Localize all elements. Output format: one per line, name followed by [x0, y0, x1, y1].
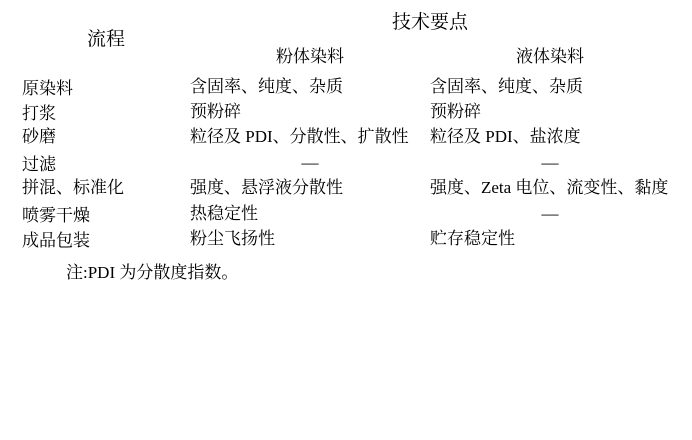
row-powder-value: — — [301, 153, 319, 172]
table-row — [22, 150, 670, 175]
table-header-row-main — [22, 6, 670, 40]
table-row — [22, 201, 670, 226]
table-row — [22, 124, 670, 150]
technical-points-table — [22, 6, 670, 251]
row-flow-label: 原染料 — [21, 79, 73, 98]
table-figure — [0, 6, 692, 440]
row-flow-label: 成品包装 — [21, 231, 90, 250]
header-powder-dye: 粉体染料 — [275, 47, 344, 66]
row-liquid-value: — — [541, 204, 559, 223]
row-powder-value: 粉尘飞扬性 — [189, 229, 275, 248]
header-flow: 流程 — [86, 29, 125, 50]
row-flow-label: 拼混、标准化 — [21, 178, 124, 197]
row-powder-value: 预粉碎 — [189, 102, 241, 121]
row-liquid-value: — — [541, 153, 559, 172]
table-note: 注:PDI 为分散度指数。 — [66, 263, 239, 282]
table-row — [22, 99, 670, 124]
table-row — [22, 226, 670, 251]
row-flow-label: 打浆 — [21, 104, 56, 123]
row-liquid-value: 贮存稳定性 — [429, 229, 515, 248]
header-technical-points: 技术要点 — [391, 12, 468, 33]
row-powder-value: 强度、悬浮液分散性 — [189, 178, 343, 197]
row-powder-value: 含固率、纯度、杂质 — [189, 77, 343, 96]
header-liquid-dye: 液体染料 — [515, 47, 584, 66]
table-row — [22, 74, 670, 99]
table-row — [22, 175, 670, 201]
row-liquid-value: 含固率、纯度、杂质 — [429, 77, 583, 96]
row-liquid-value: 粒径及 PDI、盐浓度 — [429, 127, 581, 146]
row-flow-label: 砂磨 — [21, 127, 56, 146]
row-powder-value: 粒径及 PDI、分散性、扩散性 — [189, 127, 409, 146]
row-liquid-value: 预粉碎 — [429, 102, 481, 121]
row-liquid-value: 强度、Zeta 电位、流变性、黏度 — [429, 178, 669, 197]
row-powder-value: 热稳定性 — [189, 204, 258, 223]
row-flow-label: 过滤 — [21, 155, 56, 174]
row-flow-label: 喷雾干燥 — [21, 206, 90, 225]
